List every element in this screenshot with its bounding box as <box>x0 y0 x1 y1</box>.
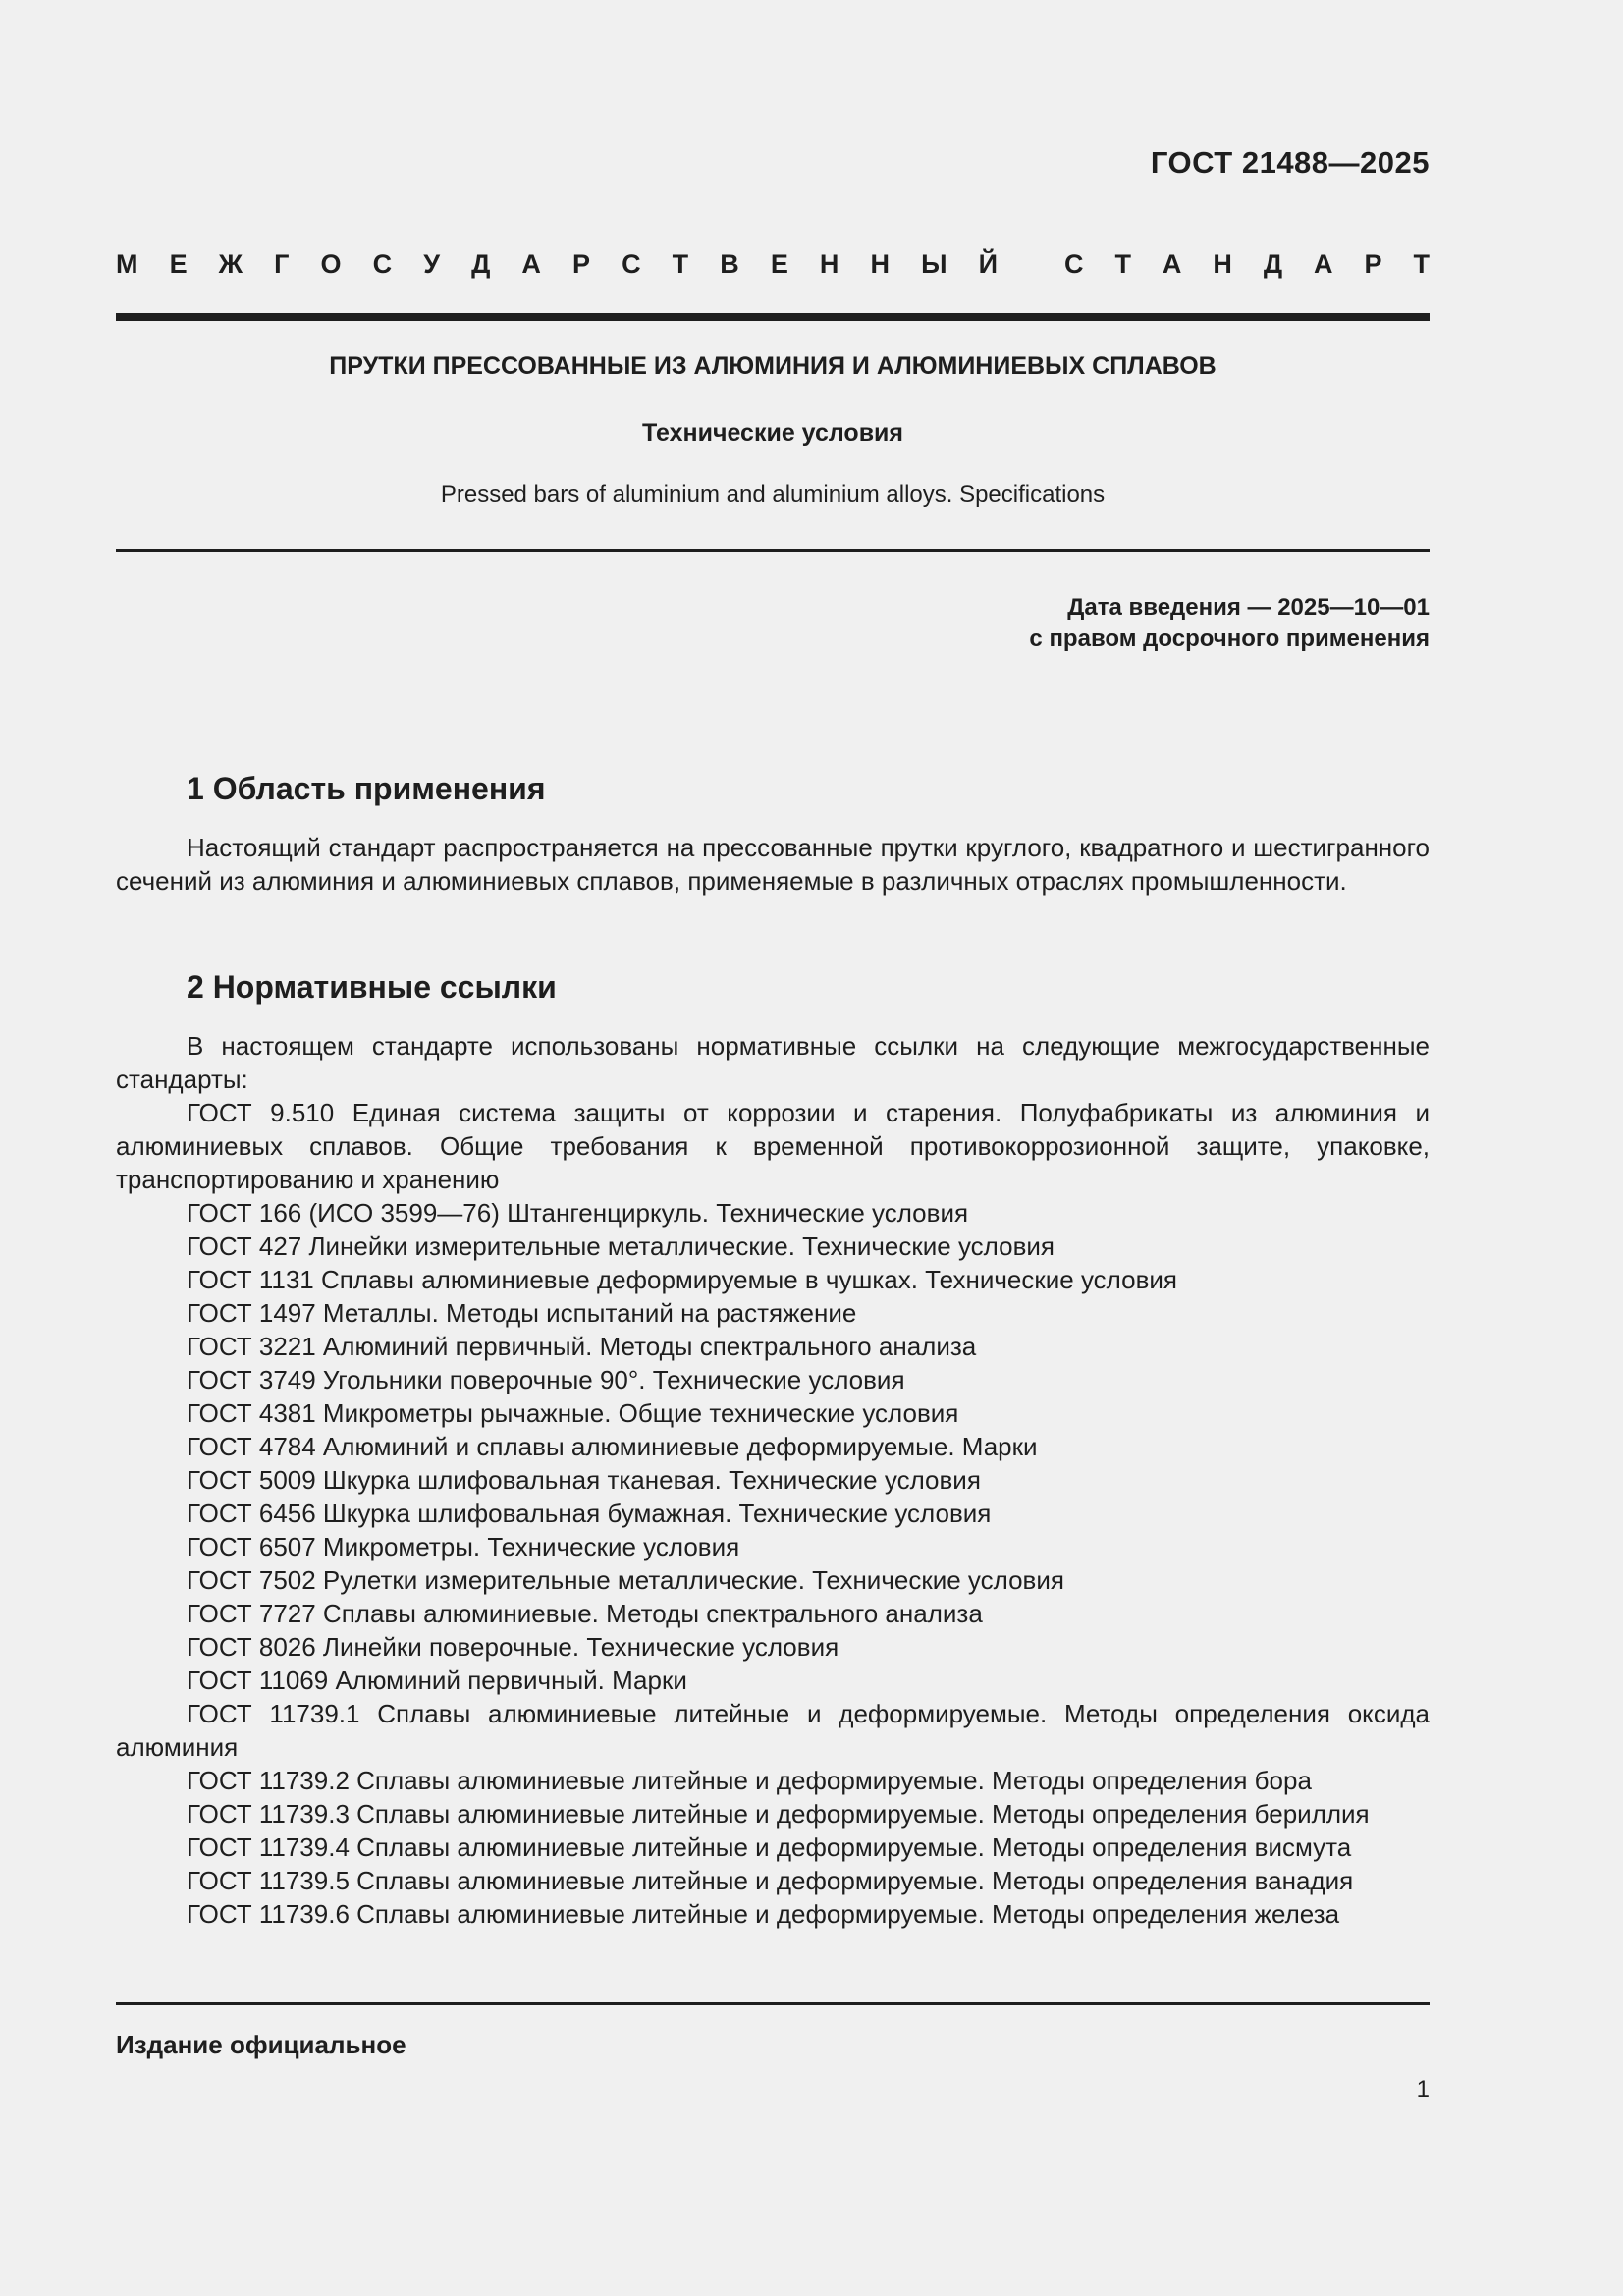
reference-item: ГОСТ 4784 Алюминий и сплавы алюминиевые деформируемые. Марки <box>187 1432 1038 1461</box>
standard-word <box>1064 249 1430 280</box>
reference-item: ГОСТ 6507 Микрометры. Технические условия <box>187 1532 740 1561</box>
effective-date-block <box>1029 592 1430 655</box>
official-edition-label: Издание официальное <box>116 2030 406 2059</box>
banner-letter: С <box>372 249 393 279</box>
reference-item: ГОСТ 1131 Сплавы алюминиевые деформируемые в чушках. Технические условия <box>187 1265 1178 1294</box>
reference-item: ГОСТ 11739.2 Сплавы алюминиевые литейные и деформируемые. Методы определения бора <box>187 1766 1312 1795</box>
section-1-paragraph: Настоящий стандарт распространяется на прессованные прутки круглого, квадратного и шестигранного сечений из алюминия и алюминиевых сплавов, применяемые в различных отраслях промышленности. <box>116 833 1430 896</box>
reference-item: ГОСТ 11739.4 Сплавы алюминиевые литейные и деформируемые. Методы определения висмута <box>187 1832 1352 1862</box>
effective-date: Дата введения — 2025—10—01 <box>1067 594 1430 621</box>
banner-letter: Р <box>572 249 591 279</box>
header-thick-rule <box>116 313 1430 321</box>
reference-item: ГОСТ 3221 Алюминий первичный. Методы спектрального анализа <box>187 1332 977 1361</box>
banner-letter: Н <box>819 249 839 279</box>
reference-item: ГОСТ 5009 Шкурка шлифовальная тканевая. Технические условия <box>187 1465 981 1495</box>
banner-letter: Д <box>1263 249 1283 279</box>
reference-item: ГОСТ 11739.3 Сплавы алюминиевые литейные и деформируемые. Методы определения бериллия <box>187 1799 1370 1829</box>
banner-letter: С <box>1064 249 1084 279</box>
reference-item: ГОСТ 4381 Микрометры рычажные. Общие технические условия <box>187 1398 959 1428</box>
banner-letter: Т <box>1114 249 1131 279</box>
banner-letter: М <box>116 249 138 279</box>
banner-letter: Е <box>770 249 788 279</box>
banner-letter: Р <box>1364 249 1382 279</box>
reference-item: ГОСТ 7502 Рулетки измерительные металлические. Технические условия <box>187 1565 1064 1595</box>
banner-letter: Н <box>870 249 890 279</box>
banner-letter: Ы <box>921 249 947 279</box>
interstate-word <box>116 249 998 280</box>
banner-letter: А <box>1314 249 1333 279</box>
reference-item: ГОСТ 166 (ИСО 3599—76) Штангенциркуль. Технические условия <box>187 1198 969 1228</box>
reference-item: ГОСТ 9.510 Единая система защиты от коррозии и старения. Полуфабрикаты из алюминия и алюминиевых сплавов. Общие требования к временной противокоррозионной защите, упаковке, транспортированию и хранению <box>116 1098 1430 1194</box>
banner-letter: Ж <box>218 249 243 279</box>
reference-item: ГОСТ 1497 Металлы. Методы испытаний на растяжение <box>187 1298 857 1328</box>
reference-item: ГОСТ 11069 Алюминий первичный. Марки <box>187 1666 687 1695</box>
reference-list <box>116 1096 1430 1931</box>
banner-letter: Й <box>978 249 998 279</box>
banner-letter: Т <box>672 249 689 279</box>
section-2-intro: В настоящем стандарте использованы нормативные ссылки на следующие межгосударственные стандарты: <box>116 1031 1430 1094</box>
footer-divider <box>116 2002 1430 2005</box>
banner-letter: С <box>622 249 641 279</box>
reference-item: ГОСТ 7727 Сплавы алюминиевые. Методы спектрального анализа <box>187 1599 983 1628</box>
section-1-body <box>116 831 1430 898</box>
title-divider <box>116 549 1430 552</box>
interstate-standard-banner <box>116 249 1430 280</box>
banner-letter: Т <box>1413 249 1430 279</box>
document-page <box>116 0 1430 2296</box>
reference-item: ГОСТ 11739.1 Сплавы алюминиевые литейные и деформируемые. Методы определения оксида алюминия <box>116 1699 1430 1762</box>
reference-item: ГОСТ 6456 Шкурка шлифовальная бумажная. Технические условия <box>187 1499 992 1528</box>
banner-letter: В <box>720 249 739 279</box>
banner-letter: О <box>320 249 342 279</box>
english-title: Pressed bars of aluminium and aluminium alloys. Specifications <box>440 481 1106 508</box>
banner-letter: Е <box>169 249 188 279</box>
section-1-heading: 1 Область применения <box>187 771 546 806</box>
document-number: ГОСТ 21488—2025 <box>1150 145 1430 180</box>
section-2-body <box>116 1029 1430 1931</box>
document-title: ПРУТКИ ПРЕССОВАННЫЕ ИЗ АЛЮМИНИЯ И АЛЮМИНИЕВЫХ СПЛАВОВ <box>329 353 1217 380</box>
banner-letter: Д <box>471 249 491 279</box>
page-number: 1 <box>1416 2076 1430 2103</box>
reference-item: ГОСТ 11739.5 Сплавы алюминиевые литейные и деформируемые. Методы определения ванадия <box>187 1866 1354 1895</box>
reference-item: ГОСТ 11739.6 Сплавы алюминиевые литейные и деформируемые. Методы определения железа <box>187 1899 1340 1929</box>
reference-item: ГОСТ 427 Линейки измерительные металлические. Технические условия <box>187 1231 1055 1261</box>
banner-letter: Н <box>1213 249 1232 279</box>
banner-letter: А <box>1162 249 1182 279</box>
reference-item: ГОСТ 3749 Угольники поверочные 90°. Технические условия <box>187 1365 905 1394</box>
reference-item: ГОСТ 8026 Линейки поверочные. Технические условия <box>187 1632 839 1662</box>
banner-letter: Г <box>274 249 290 279</box>
document-subtitle: Технические условия <box>641 419 904 447</box>
banner-letter: У <box>423 249 441 279</box>
section-2-heading: 2 Нормативные ссылки <box>187 969 557 1005</box>
early-application-note: с правом досрочного применения <box>1029 626 1430 652</box>
banner-letter: А <box>521 249 541 279</box>
